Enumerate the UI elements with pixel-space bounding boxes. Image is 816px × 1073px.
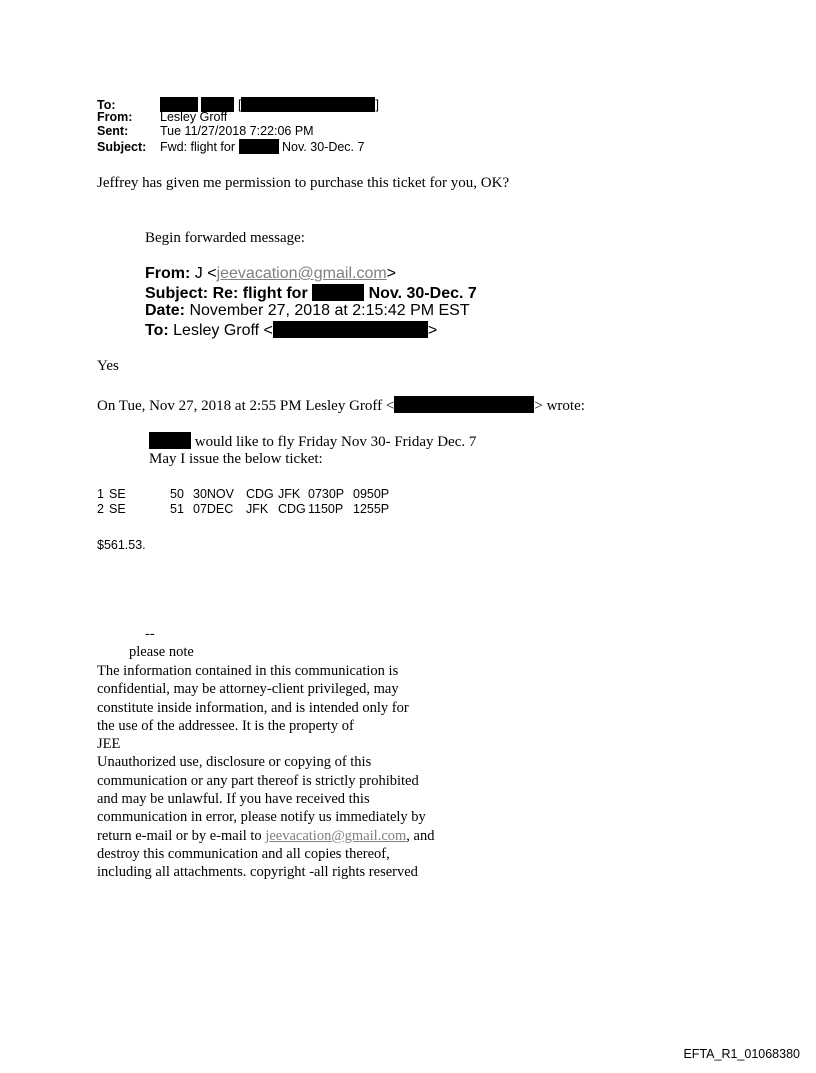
disclaimer-line: including all attachments. copyright -all rights reserved	[97, 864, 418, 881]
forwarded-from-email-link[interactable]: jeevacation@gmail.com	[216, 265, 387, 282]
ticket-seg: 2	[97, 502, 104, 516]
body-intro: Jeffrey has given me permission to purchase this ticket for you, OK?	[97, 175, 510, 191]
forwarded-to-value: Lesley Groff <	[173, 322, 273, 339]
subject-suffix: Nov. 30-Dec. 7	[282, 140, 365, 154]
forwarded-from	[145, 265, 396, 283]
sent-value: Tue 11/27/2018 7:22:06 PM	[160, 124, 314, 138]
disclaimer-line: the use of the addressee. It is the property of	[97, 717, 354, 734]
disclaimer-line: JEE	[97, 736, 121, 753]
forwarded-date-label: Date:	[145, 302, 186, 319]
disclaimer-email-prefix: return e-mail or by e-mail to	[97, 827, 266, 844]
ticket-arr: 1255P	[353, 502, 390, 516]
forwarded-from-label: From:	[145, 265, 191, 282]
ticket-from: JFK	[246, 502, 269, 516]
redaction	[312, 284, 364, 301]
signature-note: please note	[129, 644, 194, 660]
quote-intro-prefix: On Tue, Nov 27, 2018 at 2:55 PM Lesley Groff <	[97, 398, 395, 414]
forwarded-subject-prefix: Re: flight for	[212, 285, 308, 302]
subject-label: Subject:	[97, 140, 147, 154]
forwarded-subject-label: Subject:	[145, 285, 209, 302]
ticket-flight: 50	[170, 487, 184, 501]
document-id: EFTA_R1_01068380	[683, 1047, 800, 1061]
quote-line-1-text: would like to fly Friday Nov 30- Friday Dec. 7	[194, 434, 477, 450]
reply-text: Yes	[97, 358, 119, 374]
ticket-seg: 1	[97, 487, 104, 501]
disclaimer-line: confidential, may be attorney-client privileged, may	[97, 681, 399, 698]
header-subject-row	[97, 139, 379, 153]
ticket-airline: SE	[109, 502, 126, 516]
signature-dashes: --	[145, 626, 155, 642]
forwarded-from-name: J <	[194, 265, 217, 282]
from-value: Lesley Groff	[160, 110, 228, 124]
ticket-date: 07DEC	[193, 502, 234, 516]
disclaimer-email-link[interactable]: jeevacation@gmail.com	[265, 827, 407, 844]
forwarded-to-label: To:	[145, 322, 169, 339]
redaction	[273, 321, 428, 338]
quote-line-2: May I issue the below ticket:	[149, 451, 323, 467]
redaction	[149, 432, 191, 449]
disclaimer-line: communication in error, please notify us immediately by	[97, 809, 426, 826]
ticket-from: CDG	[246, 487, 274, 501]
disclaimer-line	[97, 827, 497, 845]
redaction	[241, 97, 375, 112]
bracket: >	[386, 265, 397, 282]
disclaimer-line: Unauthorized use, disclosure or copying of this	[97, 754, 372, 771]
disclaimer-email-suffix: , and	[406, 827, 435, 844]
ticket-to: JFK	[278, 487, 301, 501]
ticket-to: CDG	[278, 502, 306, 516]
bracket: >	[427, 322, 438, 339]
bracket: [	[237, 98, 242, 112]
ticket-airline: SE	[109, 487, 126, 501]
ticket-dep: 0730P	[308, 487, 345, 501]
forward-begin: Begin forwarded message:	[145, 230, 305, 246]
quote-intro	[97, 396, 585, 415]
forwarded-date-value: November 27, 2018 at 2:15:42 PM EST	[189, 302, 470, 319]
disclaimer-line: destroy this communication and all copies thereof,	[97, 845, 390, 862]
disclaimer-line: constitute inside information, and is intended only for	[97, 699, 409, 716]
to-label: To:	[97, 98, 116, 112]
disclaimer-line: communication or any part thereof is strictly prohibited	[97, 772, 419, 789]
ticket-date: 30NOV	[193, 487, 234, 501]
email-header	[97, 97, 379, 153]
disclaimer-line: The information contained in this communication is	[97, 663, 399, 679]
bracket: ]	[375, 98, 379, 112]
forwarded-subject-suffix: Nov. 30-Dec. 7	[368, 285, 477, 302]
ticket-arr: 0950P	[353, 487, 390, 501]
header-to-row	[97, 97, 379, 111]
quote-intro-suffix: > wrote:	[534, 398, 585, 414]
header-from-row	[97, 111, 379, 125]
quote-line-1	[149, 432, 476, 451]
subject-prefix: Fwd: flight for	[160, 140, 236, 154]
sent-label: Sent:	[97, 124, 129, 138]
ticket-dep: 1150P	[308, 502, 344, 516]
ticket-price: $561.53.	[97, 538, 146, 552]
redaction	[394, 396, 534, 413]
redaction	[239, 139, 279, 154]
header-sent-row	[97, 125, 379, 139]
from-label: From:	[97, 110, 133, 124]
confidentiality-disclaimer	[97, 662, 497, 882]
disclaimer-line: and may be unlawful. If you have received this	[97, 791, 370, 808]
forwarded-to	[145, 321, 437, 340]
forwarded-subject	[145, 284, 477, 303]
ticket-flight: 51	[170, 502, 184, 516]
forwarded-date	[145, 302, 470, 320]
